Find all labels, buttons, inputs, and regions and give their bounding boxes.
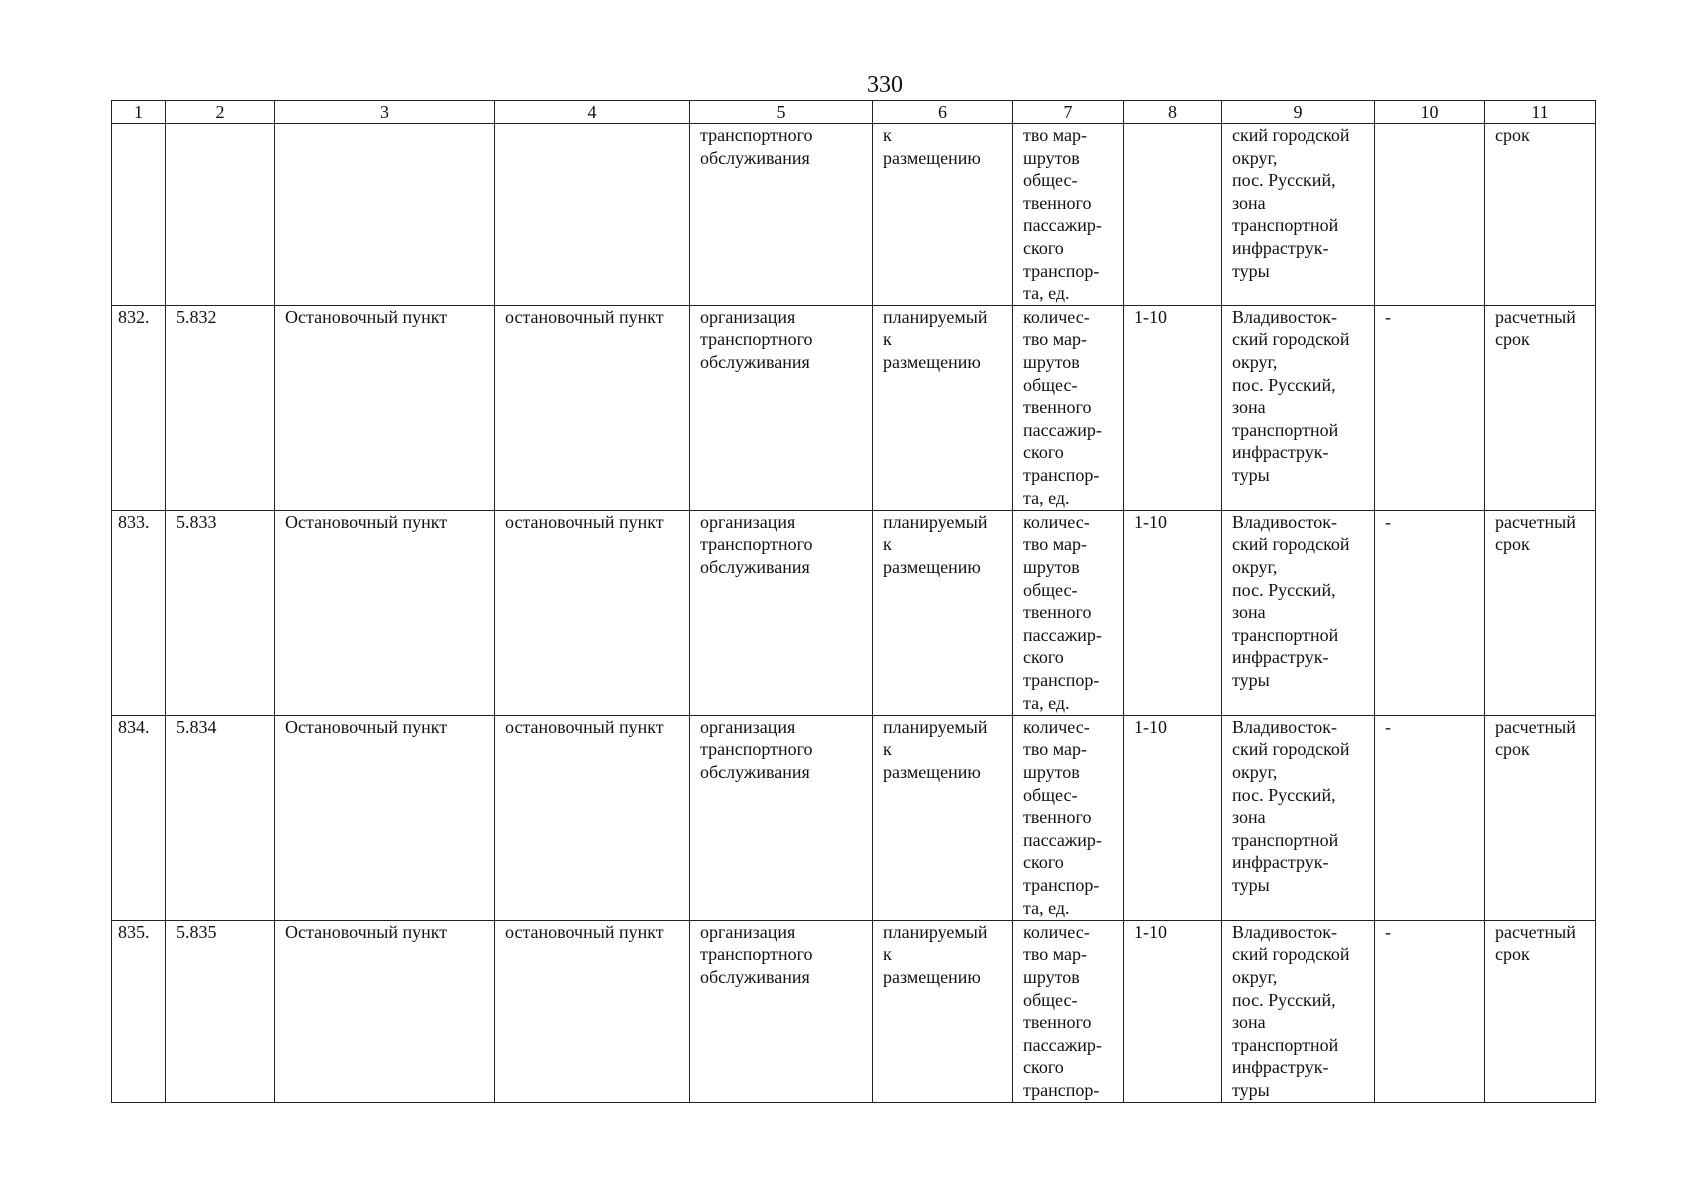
- cell-num: 832.: [112, 305, 166, 510]
- cell-value: [1124, 124, 1222, 306]
- cell-num: 835.: [112, 920, 166, 1102]
- col-header-3: 3: [275, 101, 495, 124]
- cell-indicator: количес- тво мар- шрутов общес- твенного пассажир- ского транспор- та, ед.: [1013, 305, 1124, 510]
- col-header-2: 2: [166, 101, 275, 124]
- cell-name: [275, 124, 495, 306]
- col-header-5: 5: [690, 101, 873, 124]
- col-header-11: 11: [1485, 101, 1596, 124]
- cell-code: 5.834: [166, 715, 275, 920]
- cell-status: планируемый к размещению: [873, 305, 1013, 510]
- cell-indicator: количес- тво мар- шрутов общес- твенного пассажир- ского транспор-: [1013, 920, 1124, 1102]
- cell-code: 5.832: [166, 305, 275, 510]
- page-number: 330: [867, 72, 903, 98]
- cell-type: [495, 124, 690, 306]
- table-row: [112, 920, 1596, 1102]
- cell-type: остановочный пункт: [495, 510, 690, 715]
- cell-zone: [1375, 124, 1485, 306]
- cell-location: ский городской округ, пос. Русский, зона транспортной инфраструк- туры: [1222, 124, 1375, 306]
- cell-value: 1-10: [1124, 715, 1222, 920]
- cell-zone: -: [1375, 715, 1485, 920]
- cell-purpose: организация транспортного обслуживания: [690, 510, 873, 715]
- cell-status: планируемый к размещению: [873, 510, 1013, 715]
- cell-name: Остановочный пункт: [275, 715, 495, 920]
- cell-purpose: организация транспортного обслуживания: [690, 305, 873, 510]
- cell-num: 834.: [112, 715, 166, 920]
- col-header-1: 1: [112, 101, 166, 124]
- cell-name: Остановочный пункт: [275, 510, 495, 715]
- cell-status: планируемый к размещению: [873, 920, 1013, 1102]
- cell-code: [166, 124, 275, 306]
- cell-location: Владивосток- ский городской округ, пос. Русский, зона транспортной инфраструк- туры: [1222, 715, 1375, 920]
- data-table: [111, 100, 1596, 1103]
- cell-location: Владивосток- ский городской округ, пос. Русский, зона транспортной инфраструк- туры: [1222, 510, 1375, 715]
- cell-status: к размещению: [873, 124, 1013, 306]
- cell-type: остановочный пункт: [495, 715, 690, 920]
- cell-indicator: количес- тво мар- шрутов общес- твенного пассажир- ского транспор- та, ед.: [1013, 510, 1124, 715]
- header-row: [112, 101, 1596, 124]
- continuation-row: [112, 124, 1596, 306]
- cell-num: 833.: [112, 510, 166, 715]
- cell-type: остановочный пункт: [495, 305, 690, 510]
- cell-zone: -: [1375, 510, 1485, 715]
- cell-name: Остановочный пункт: [275, 305, 495, 510]
- cell-term: срок: [1485, 124, 1596, 306]
- cell-term: расчетный срок: [1485, 920, 1596, 1102]
- cell-zone: -: [1375, 920, 1485, 1102]
- col-header-6: 6: [873, 101, 1013, 124]
- cell-term: расчетный срок: [1485, 715, 1596, 920]
- cell-term: расчетный срок: [1485, 510, 1596, 715]
- table-row: [112, 305, 1596, 510]
- cell-num: [112, 124, 166, 306]
- col-header-4: 4: [495, 101, 690, 124]
- cell-purpose: организация транспортного обслуживания: [690, 715, 873, 920]
- cell-location: Владивосток- ский городской округ, пос. Русский, зона транспортной инфраструк- туры: [1222, 920, 1375, 1102]
- table-row: [112, 715, 1596, 920]
- col-header-10: 10: [1375, 101, 1485, 124]
- cell-value: 1-10: [1124, 305, 1222, 510]
- cell-term: расчетный срок: [1485, 305, 1596, 510]
- cell-location: Владивосток- ский городской округ, пос. Русский, зона транспортной инфраструк- туры: [1222, 305, 1375, 510]
- cell-status: планируемый к размещению: [873, 715, 1013, 920]
- cell-code: 5.833: [166, 510, 275, 715]
- cell-purpose: транспортного обслуживания: [690, 124, 873, 306]
- col-header-7: 7: [1013, 101, 1124, 124]
- cell-type: остановочный пункт: [495, 920, 690, 1102]
- cell-value: 1-10: [1124, 920, 1222, 1102]
- cell-zone: -: [1375, 305, 1485, 510]
- cell-code: 5.835: [166, 920, 275, 1102]
- cell-value: 1-10: [1124, 510, 1222, 715]
- cell-indicator: тво мар- шрутов общес- твенного пассажир- ского транспор- та, ед.: [1013, 124, 1124, 306]
- col-header-9: 9: [1222, 101, 1375, 124]
- cell-purpose: организация транспортного обслуживания: [690, 920, 873, 1102]
- cell-indicator: количес- тво мар- шрутов общес- твенного пассажир- ского транспор- та, ед.: [1013, 715, 1124, 920]
- col-header-8: 8: [1124, 101, 1222, 124]
- cell-name: Остановочный пункт: [275, 920, 495, 1102]
- table-row: [112, 510, 1596, 715]
